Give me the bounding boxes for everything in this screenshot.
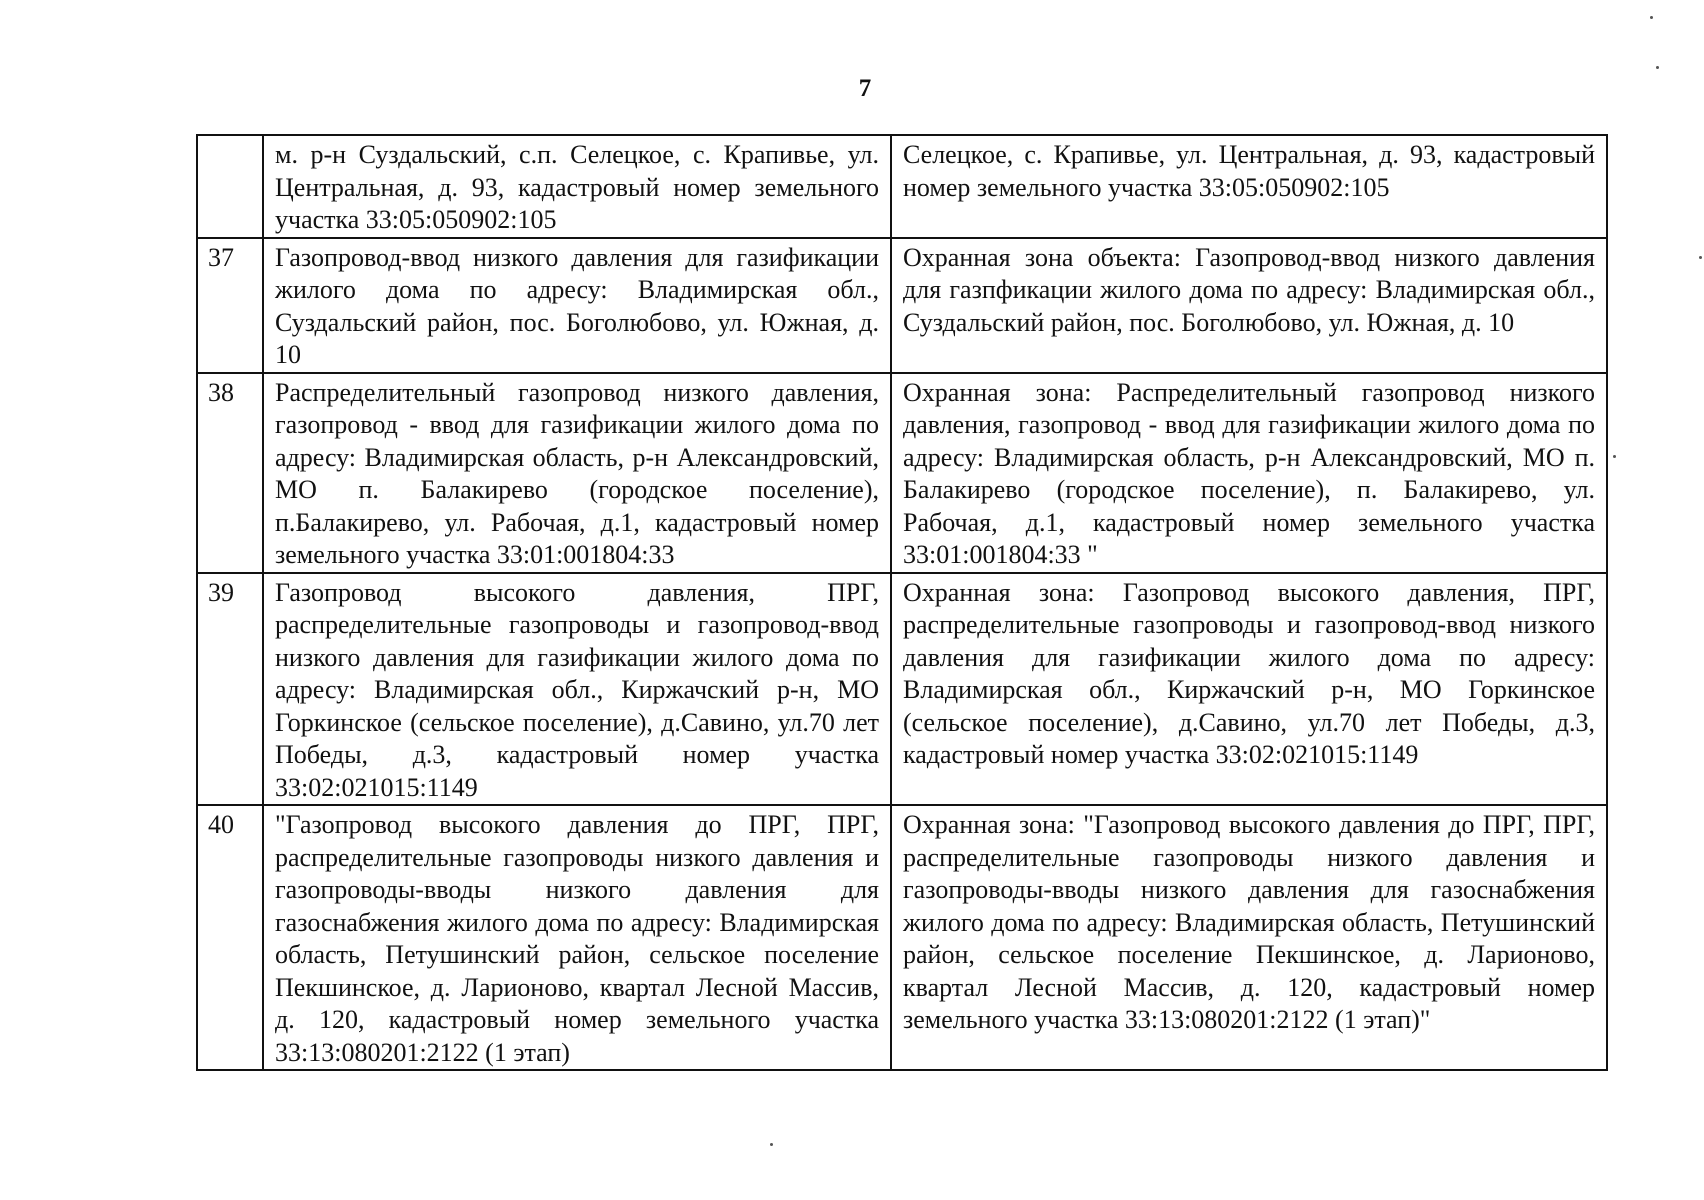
scan-speck [770,1143,773,1146]
zone-description: Охранная зона: "Газопровод высокого давления до ПРГ, ПРГ, распределительные газопроводы низкого давления и газопроводы-вводы низкого давления для газоснабжения жилого дома по адресу: Владимирская область, Петушинский район, сельское поселение Пекшинское, д. Ларионово, квартал Лесной Массив, д. 120, кадастровый номер земельного участка 33:13:080201:2122 (1 этап)" [891,805,1607,1070]
table-row [197,135,1607,238]
scan-speck [1656,66,1659,69]
row-number: 40 [197,805,263,1070]
objects-table [196,134,1608,1071]
row-number: 37 [197,238,263,373]
row-number [197,135,263,238]
zone-description: Охранная зона: Распределительный газопровод низкого давления, газопровод - ввод для газификации жилого дома по адресу: Владимирская область, р-н Александровский, МО п. Балакирево (городское поселение), п. Балакирево, ул. Рабочая, д.1, кадастровый номер земельного участка 33:01:001804:33 " [891,373,1607,573]
row-number: 39 [197,573,263,806]
object-description: "Газопровод высокого давления до ПРГ, ПРГ, распределительные газопроводы низкого давления и газопроводы-вводы низкого давления для газоснабжения жилого дома по адресу: Владимирская область, Петушинский район, сельское поселение Пекшинское, д. Ларионово, квартал Лесной Массив, д. 120, кадастровый номер земельного участка 33:13:080201:2122 (1 этап) [263,805,891,1070]
object-description: Газопровод высокого давления, ПРГ, распределительные газопроводы и газопровод-ввод низкого давления для газификации жилого дома по адресу: Владимирская обл., Киржачский р-н, МО Горкинское (сельское поселение), д.Савино, ул.70 лет Победы, д.3, кадастровый номер участка 33:02:021015:1149 [263,573,891,806]
table-row [197,805,1607,1070]
object-description: м. р-н Суздальский, с.п. Селецкое, с. Крапивье, ул. Центральная, д. 93, кадастровый номер земельного участка 33:05:050902:105 [263,135,891,238]
object-description: Газопровод-ввод низкого давления для газификации жилого дома по адресу: Владимирская обл., Суздальский район, пос. Боголюбово, ул. Южная, д. 10 [263,238,891,373]
zone-description: Охранная зона объекта: Газопровод-ввод низкого давления для газпфикации жилого дома по адресу: Владимирская обл., Суздальский район, пос. Боголюбово, ул. Южная, д. 10 [891,238,1607,373]
zone-description: Охранная зона: Газопровод высокого давления, ПРГ, распределительные газопроводы и газопровод-ввод низкого давления для газификации жилого дома по адресу: Владимирская обл., Киржачский р-н, МО Горкинское (сельское поселение), д.Савино, ул.70 лет Победы, д.3, кадастровый номер участка 33:02:021015:1149 [891,573,1607,806]
scan-speck [1699,256,1702,259]
object-description: Распределительный газопровод низкого давления, газопровод - ввод для газификации жилого дома по адресу: Владимирская область, р-н Александровский, МО п. Балакирево (городское поселение), п.Балакирево, ул. Рабочая, д.1, кадастровый номер земельного участка 33:01:001804:33 [263,373,891,573]
scan-speck [1650,16,1653,19]
table-row [197,573,1607,806]
table-row [197,373,1607,573]
zone-description: Селецкое, с. Крапивье, ул. Центральная, д. 93, кадастровый номер земельного участка 33:05:050902:105 [891,135,1607,238]
table-row [197,238,1607,373]
row-number: 38 [197,373,263,573]
page-number: 7 [858,75,872,102]
scan-speck [1613,455,1616,458]
